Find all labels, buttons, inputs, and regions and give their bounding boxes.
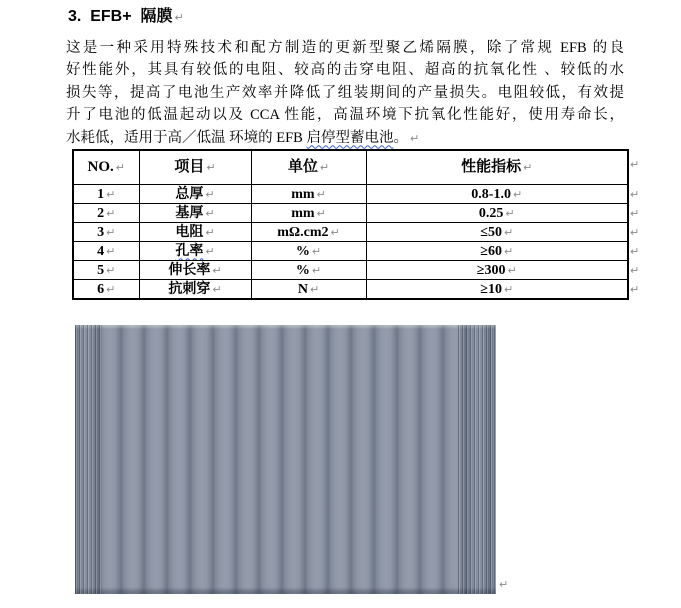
cell-text: N (297, 281, 308, 297)
cell-end-mark-icon: ↵ (330, 225, 340, 239)
table-cell (251, 261, 366, 280)
table-cell (73, 204, 139, 223)
table-cell (139, 185, 251, 204)
table-row (73, 204, 628, 223)
cell-end-mark-icon: ↵ (106, 244, 116, 258)
table-row (73, 185, 628, 204)
header-text: 单位 (287, 159, 318, 175)
cell-end-mark-icon: ↵ (319, 161, 330, 174)
header-text: 性能指标 (461, 159, 522, 175)
row-end-mark-icon: ↵ (630, 283, 640, 296)
cell-end-mark-icon: ↵ (106, 187, 116, 201)
cell-end-mark-icon: ↵ (311, 263, 322, 277)
paragraph-line (66, 127, 624, 149)
paragraph-line-text: 升了电池的低温起动以及 CCA 性能，高温环境下抗氧化性能好，使用寿命长， (66, 107, 624, 124)
cell-end-mark-icon: ↵ (115, 161, 125, 174)
table-row (73, 280, 628, 300)
cell-end-mark-icon: ↵ (106, 282, 116, 296)
cell-end-mark-icon: ↵ (205, 187, 215, 201)
cell-text: 伸长率 (168, 262, 211, 278)
cell-end-mark-icon: ↵ (212, 263, 222, 277)
cell-text: mΩ.cm2 (277, 224, 329, 240)
cell-text: ≤50 (480, 224, 502, 240)
table-cell (251, 242, 366, 261)
cell-text: mm (291, 205, 315, 221)
paragraph-line (66, 37, 624, 59)
row-end-mark-icon: ↵ (630, 207, 640, 220)
cell-end-mark-icon: ↵ (503, 244, 514, 258)
table-cell (366, 185, 628, 204)
table-cell (366, 261, 628, 280)
section-heading-text: 3. EFB+ 隔膜 (68, 8, 173, 25)
cell-end-mark-icon: ↵ (205, 206, 215, 220)
paragraph-line (66, 82, 624, 104)
section-heading (68, 5, 184, 30)
cell-end-mark-icon: ↵ (503, 225, 514, 239)
cell-end-mark-icon: ↵ (311, 244, 322, 258)
paragraph-line-text: 好性能外，其具有较低的电阻、较高的击穿电阻、超高的抗氧化性 、较低的水 (66, 62, 624, 79)
cell-text: ≥300 (476, 262, 506, 278)
table-cell (251, 204, 366, 223)
table-cell (251, 185, 366, 204)
cell-text: 抗刺穿 (168, 281, 211, 297)
table-cell (251, 280, 366, 300)
cell-end-mark-icon: ↵ (106, 206, 116, 220)
cell-text: 总厚 (175, 186, 204, 202)
cell-end-mark-icon: ↵ (205, 225, 215, 239)
cell-text: 1 (97, 186, 105, 202)
membrane-photo (75, 325, 496, 594)
cell-end-mark-icon: ↵ (212, 282, 222, 296)
cell-text: 电阻 (175, 224, 204, 240)
table-cell (73, 242, 139, 261)
cell-text: % (295, 243, 310, 259)
table-row (73, 242, 628, 261)
header-text: 项目 (174, 159, 205, 175)
table-cell (73, 280, 139, 300)
paragraph-mark-icon: ↵ (409, 131, 420, 145)
row-end-mark-icon: ↵ (630, 245, 640, 258)
table-cell (366, 204, 628, 223)
row-end-mark-icon: ↵ (630, 188, 640, 201)
cell-text: 5 (97, 262, 105, 278)
table-cell (139, 223, 251, 242)
cell-end-mark-icon: ↵ (205, 244, 215, 258)
row-end-mark-icon: ↵ (630, 264, 640, 277)
table-row (73, 223, 628, 242)
table-row (73, 261, 628, 280)
spellcheck-underlined-text: 启停型蓄电池 (306, 129, 394, 146)
cell-text: ≥60 (480, 243, 502, 259)
header-text: NO. (87, 159, 114, 175)
table-header-cell (251, 150, 366, 185)
table-header-cell (139, 150, 251, 185)
row-end-mark-icon: ↵ (630, 158, 640, 171)
cell-end-mark-icon: ↵ (309, 282, 320, 296)
cell-text: 0.25 (478, 205, 504, 221)
paragraph-line (66, 59, 624, 81)
cell-end-mark-icon: ↵ (507, 263, 517, 277)
row-end-mark-icon: ↵ (630, 226, 640, 239)
table-cell (366, 242, 628, 261)
table-cell (139, 204, 251, 223)
cell-end-mark-icon: ↵ (316, 187, 326, 201)
cell-text: 基厚 (175, 205, 204, 221)
table-cell (73, 223, 139, 242)
cell-text: 孔率 (175, 243, 204, 259)
table-cell (139, 280, 251, 300)
table-cell (139, 242, 251, 261)
table-cell (251, 223, 366, 242)
cell-end-mark-icon: ↵ (503, 282, 514, 296)
paragraph-line-text: 水耗低，适用于高／低温 环境的 EFB (66, 129, 307, 146)
spec-table (72, 149, 629, 300)
table-header-cell (366, 150, 628, 185)
cell-end-mark-icon: ↵ (106, 263, 116, 277)
table-cell (366, 223, 628, 242)
cell-end-mark-icon: ↵ (505, 206, 515, 220)
cell-end-mark-icon: ↵ (512, 187, 523, 201)
paragraph-mark-icon: ↵ (499, 578, 509, 591)
cell-text: 4 (97, 243, 105, 259)
cell-end-mark-icon: ↵ (316, 206, 326, 220)
cell-end-mark-icon: ↵ (206, 161, 216, 174)
paragraph-line-text: 这是一种采用特殊技术和配方制造的更新型聚乙烯隔膜，除了常规 EFB 的良 (66, 40, 624, 56)
paragraph-line (66, 104, 624, 126)
cell-text: ≥10 (480, 281, 502, 297)
table-cell (139, 261, 251, 280)
table-cell (73, 261, 139, 280)
cell-text: mm (291, 186, 315, 202)
cell-text: % (295, 262, 310, 278)
paragraph-line-text: 。 (393, 129, 408, 146)
table-cell (73, 185, 139, 204)
table-cell (366, 280, 628, 300)
cell-text: 6 (97, 281, 105, 297)
cell-end-mark-icon: ↵ (106, 225, 116, 239)
cell-text: 0.8-1.0 (471, 186, 511, 202)
paragraph-line-text: 损失等，提高了电池生产效率并降低了组装期间的产量损失。电阻较低，有效提 (66, 84, 624, 101)
paragraph-mark-icon: ↵ (174, 11, 184, 24)
cell-text: 3 (97, 224, 105, 240)
table-header-row (73, 150, 628, 185)
table-header-cell (73, 150, 139, 185)
intro-paragraph (66, 37, 624, 149)
cell-end-mark-icon: ↵ (523, 161, 533, 174)
cell-text: 2 (97, 205, 105, 221)
